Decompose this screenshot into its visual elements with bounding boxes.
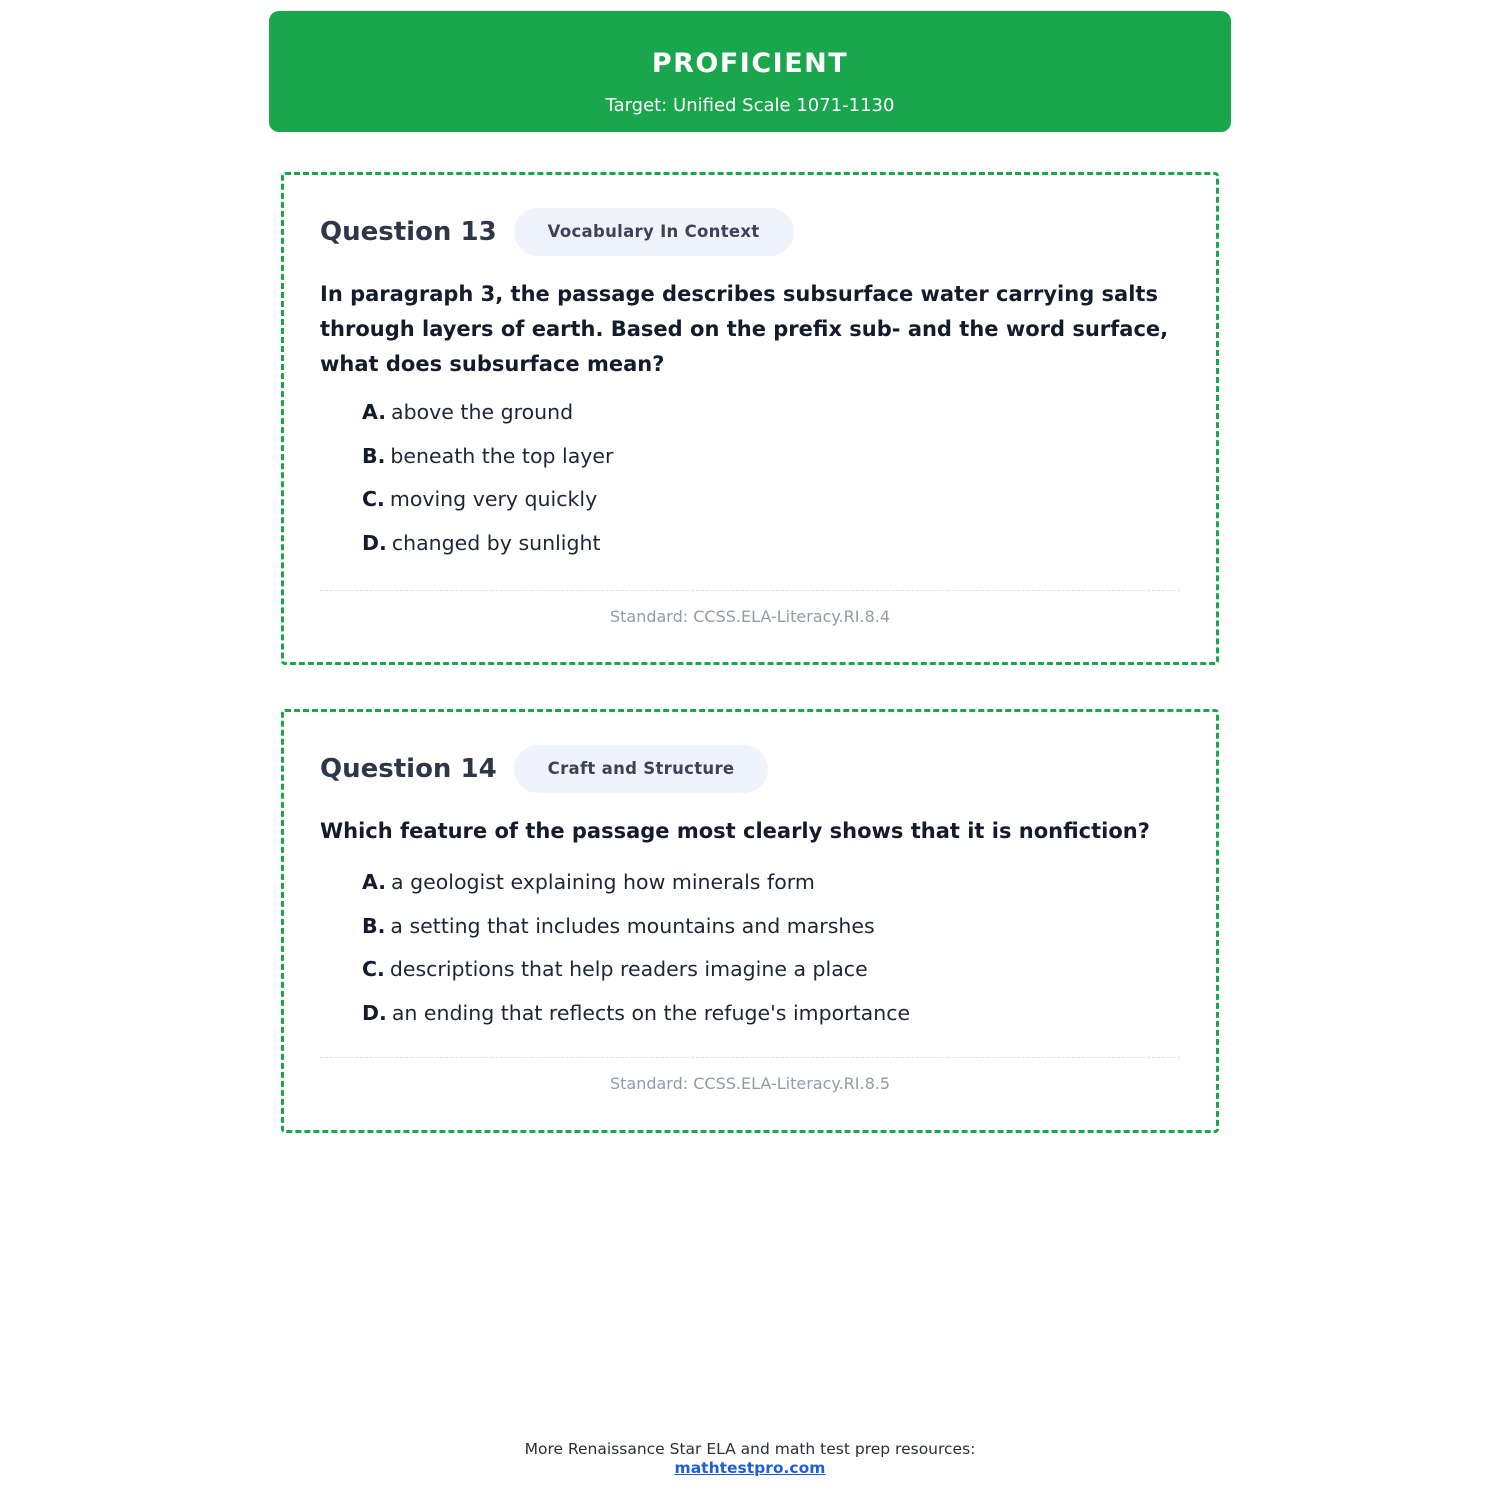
answer-choice-b[interactable]: [362, 911, 910, 955]
question-skill-tag: Craft and Structure: [514, 745, 769, 793]
divider: [320, 590, 1180, 591]
question-card-14: [281, 709, 1219, 1133]
choice-letter: B.: [362, 913, 386, 938]
footer: [0, 1440, 1500, 1478]
question-header: [320, 207, 794, 257]
proficiency-banner: [269, 11, 1231, 132]
level-target: Target: Unified Scale 1071-1130: [605, 95, 895, 116]
standard-label: Standard: CCSS.ELA-Literacy.RI.8.5: [609, 1074, 891, 1093]
answer-choices: [362, 867, 910, 1041]
choice-text: a geologist explaining how minerals form: [391, 870, 815, 894]
question-stem: Which feature of the passage most clearly shows that it is nonfiction?: [320, 819, 1150, 843]
choice-text: above the ground: [391, 400, 574, 424]
choice-letter: D.: [362, 530, 387, 555]
question-stem: In paragraph 3, the passage describes subsurface water carrying salts through layers of earth. Based on the prefix sub- and the word surface, what does subsurface mean?: [320, 282, 1169, 376]
footer-text: More Renaissance Star ELA and math test prep resources:: [524, 1440, 976, 1458]
answer-choice-b[interactable]: [362, 441, 613, 485]
choice-letter: B.: [362, 443, 386, 468]
choice-letter: A.: [362, 400, 387, 424]
level-title: PROFICIENT: [651, 48, 849, 79]
choice-letter: A.: [362, 870, 387, 894]
choice-text: moving very quickly: [389, 487, 598, 512]
choice-text: a setting that includes mountains and marshes: [390, 913, 875, 938]
choice-text: descriptions that help readers imagine a place: [389, 957, 868, 982]
divider: [320, 1057, 1180, 1058]
question-card-13: [281, 172, 1219, 665]
question-number: Question 13: [320, 217, 497, 247]
choice-letter: D.: [362, 1000, 387, 1025]
footer-link[interactable]: mathtestpro.com: [674, 1459, 826, 1477]
choice-text: changed by sunlight: [391, 530, 601, 555]
answer-choice-c[interactable]: [362, 484, 613, 528]
question-skill-tag: Vocabulary In Context: [514, 208, 794, 256]
choice-letter: C.: [362, 957, 385, 982]
question-number: Question 14: [320, 754, 497, 784]
choice-letter: C.: [362, 487, 385, 512]
choice-text: beneath the top layer: [390, 443, 614, 468]
answer-choice-a[interactable]: [362, 397, 613, 441]
standard-label: Standard: CCSS.ELA-Literacy.RI.8.4: [609, 607, 891, 626]
answer-choices: [362, 397, 613, 571]
choice-text: an ending that reflects on the refuge's importance: [391, 1000, 911, 1025]
answer-choice-d[interactable]: [362, 998, 910, 1042]
answer-choice-d[interactable]: [362, 528, 613, 572]
answer-choice-c[interactable]: [362, 954, 910, 998]
question-header: [320, 744, 768, 794]
answer-choice-a[interactable]: [362, 867, 910, 911]
